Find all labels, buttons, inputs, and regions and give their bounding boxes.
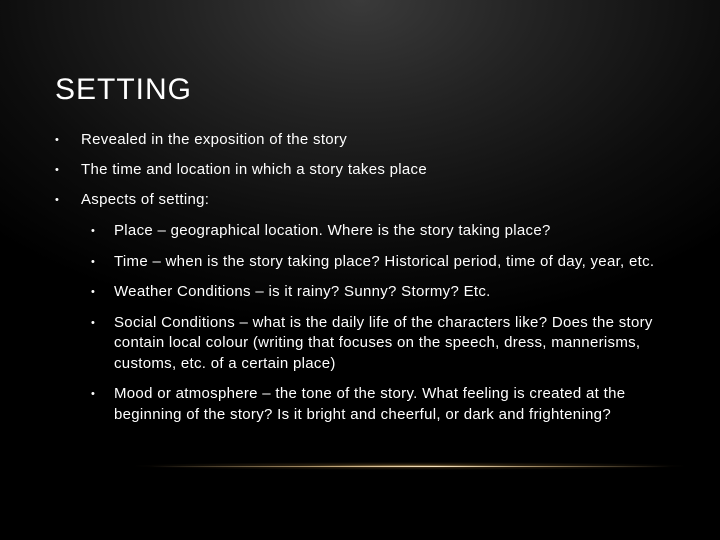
bullet-item	[55, 160, 675, 180]
sub-bullet-text: Place – geographical location. Where is the story taking place?	[114, 222, 551, 239]
bullet-icon: •	[91, 388, 96, 400]
decorative-glow-line	[150, 466, 670, 467]
bullet-item	[55, 190, 675, 425]
bullet-icon: •	[91, 316, 96, 329]
slide-title: SETTING	[55, 73, 193, 106]
sub-bullet-item	[55, 221, 675, 242]
sub-bullet-text: Social Conditions – what is the daily life of the characters like? Does the story contain local colour (writing that focuses on the speech, dress, mannerisms, customs, etc. of a certain place)	[114, 313, 653, 372]
bullet-icon: •	[91, 225, 96, 237]
sub-bullet-item	[55, 282, 675, 303]
bullet-item	[55, 130, 675, 150]
sub-bullet-item	[55, 252, 675, 273]
sub-bullet-text: Weather Conditions – is it rainy? Sunny? Stormy? Etc.	[114, 283, 491, 300]
sub-bullet-text: Mood or atmosphere – the tone of the story. What feeling is created at the beginning of the story? Is it bright and cheerful, or dark and frightening?	[114, 385, 626, 423]
bullet-text: Revealed in the exposition of the story	[81, 131, 348, 148]
sub-bullet-item	[55, 384, 675, 425]
bullet-icon: •	[55, 134, 60, 146]
sub-bullet-list	[55, 221, 675, 425]
bullet-text: Aspects of setting:	[81, 191, 210, 208]
bullet-icon: •	[55, 164, 60, 176]
bullet-text: The time and location in which a story takes place	[81, 161, 428, 178]
bullet-icon: •	[55, 194, 60, 206]
bullet-icon: •	[91, 286, 96, 298]
bullet-list	[55, 130, 675, 435]
sub-bullet-text: Time – when is the story taking place? Historical period, time of day, year, etc.	[114, 252, 655, 270]
sub-bullet-item	[55, 313, 675, 375]
bullet-icon: •	[91, 255, 96, 268]
